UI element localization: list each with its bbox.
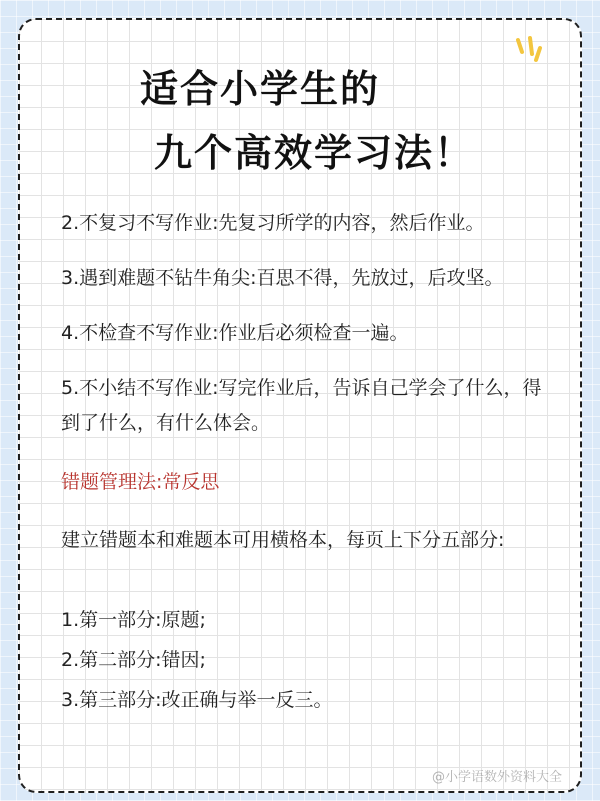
method-item-3: 3.遇到难题不钻牛角尖:百思不得，先放过，后攻坚。 xyxy=(61,267,504,289)
method-item-4: 4.不检查不写作业:作业后必须检查一遍。 xyxy=(61,322,409,344)
section-heading: 错题管理法:常反思 xyxy=(61,471,220,493)
section-intro: 建立错题本和难题本可用横格本，每页上下分五部分: xyxy=(61,529,505,551)
title-line-2: 九个高效学习法！ xyxy=(153,131,474,175)
method-item-5: 5.不小结不写作业:写完作业后，告诉自己学会了什么，得到了什么，有什么体会。 xyxy=(61,377,542,434)
method-item-2: 2.不复习不写作业:先复习所学的内容，然后作业。 xyxy=(61,212,485,234)
part-item-2: 2.第二部分:错因; xyxy=(61,649,206,671)
title-line-1: 适合小学生的 xyxy=(139,67,380,111)
part-item-1: 1.第一部分:原题; xyxy=(61,609,206,631)
watermark: @小学语数外资料大全 xyxy=(432,770,563,785)
part-item-3: 3.第三部分:改正确与举一反三。 xyxy=(61,689,333,711)
